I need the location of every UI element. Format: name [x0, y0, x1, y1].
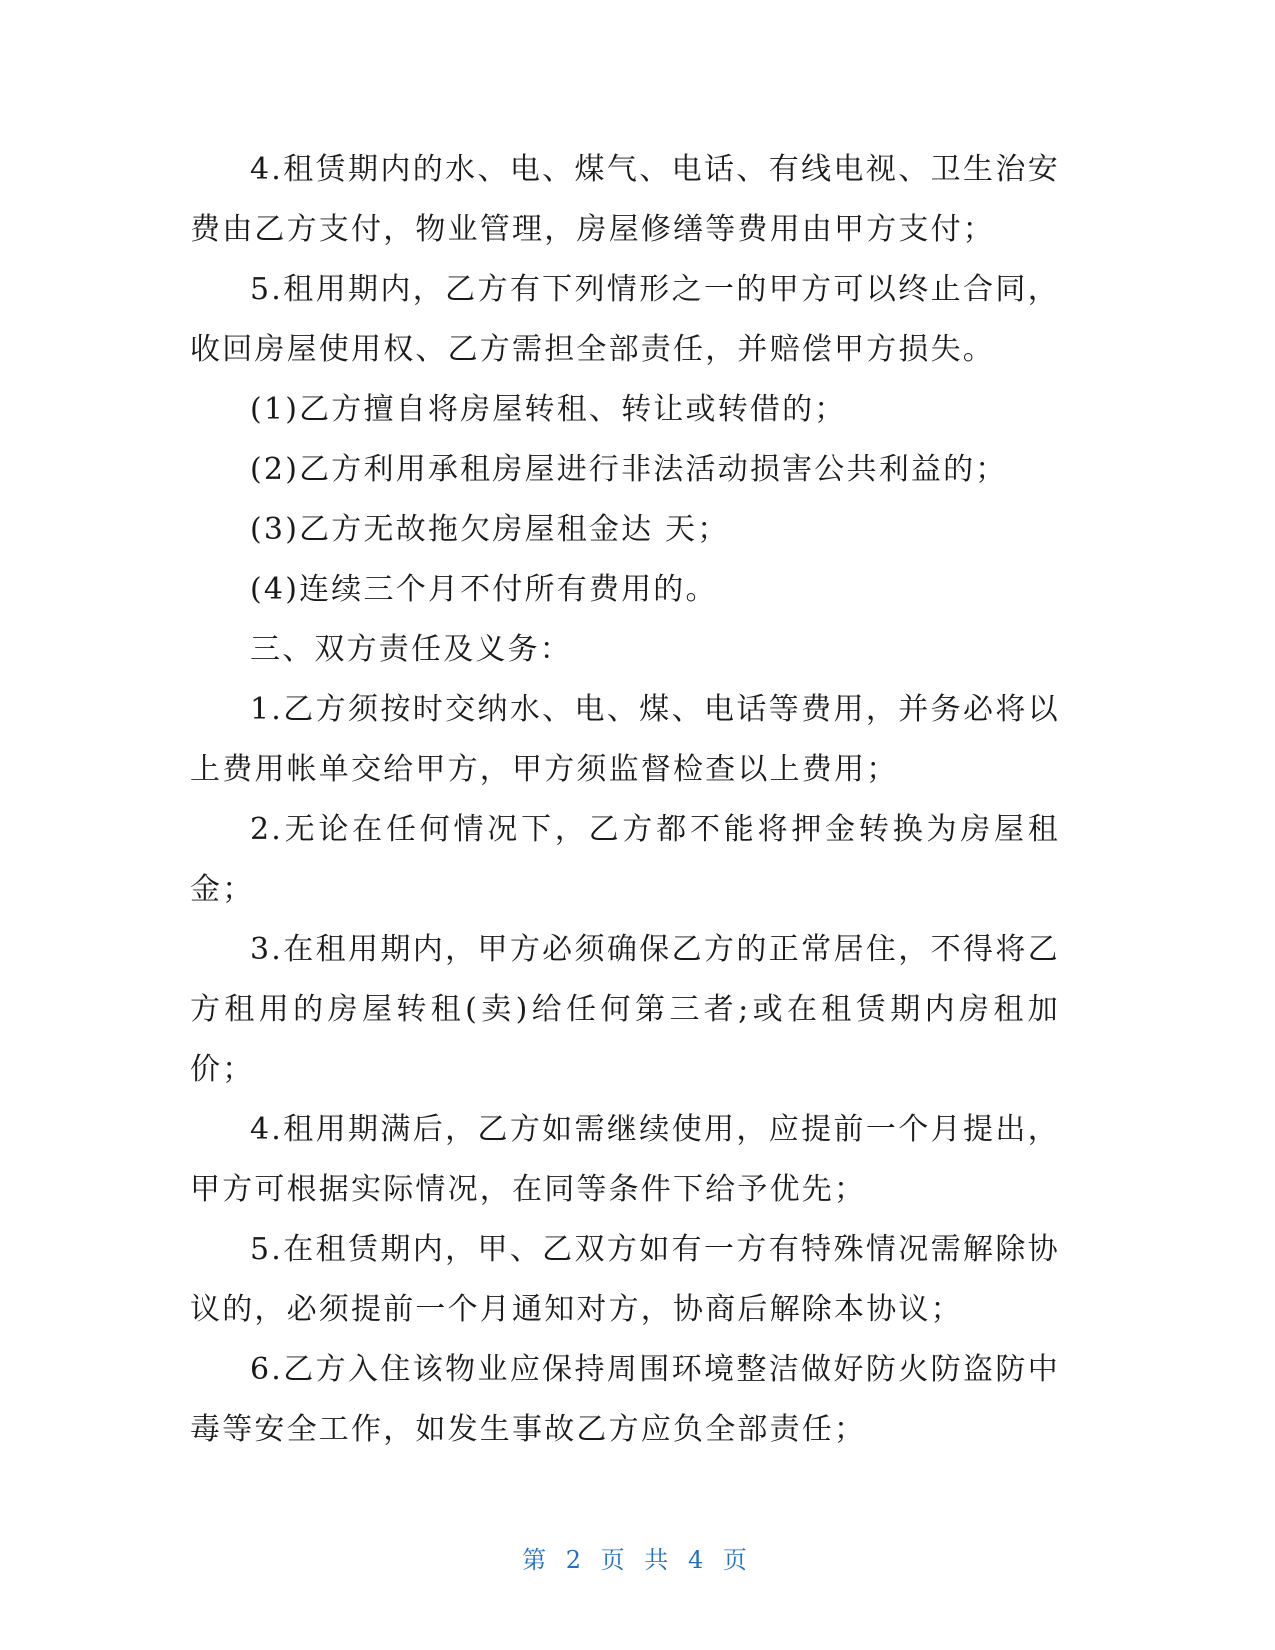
paragraph-sublet-clause: (1)乙方擅自将房屋转租、转让或转借的； [250, 392, 847, 427]
paragraph-illegal-use-clause: (2)乙方利用承租房屋进行非法活动损害公共利益的； [250, 452, 1008, 487]
paragraph-termination-conditions: 5.租用期内，乙方有下列情形之一的甲方可以终止合同，收回房屋使用权、乙方需担全部责任，并赔偿甲方损失。 [190, 272, 1060, 367]
paragraph-renewal-priority: 4.租用期满后，乙方如需继续使用，应提前一个月提出，甲方可根据实际情况，在同等条件下给予优先； [190, 1112, 1060, 1207]
document-body [190, 140, 1060, 1460]
page-number-footer: 第 2 页 共 4 页 [522, 1546, 753, 1574]
paragraph-nonpayment-clause: (4)连续三个月不付所有费用的。 [250, 572, 718, 607]
paragraph-rent-arrears-clause: (3)乙方无故拖欠房屋租金达 天； [250, 512, 730, 547]
paragraph-bill-payment: 1.乙方须按时交纳水、电、煤、电话等费用，并务必将以上费用帐单交给甲方，甲方须监督检查以上费用； [190, 692, 1060, 787]
paragraph-residence-guarantee: 3.在租用期内，甲方必须确保乙方的正常居住，不得将乙方租用的房屋转租(卖)给任何第三者;或在租赁期内房租加价； [190, 932, 1060, 1087]
paragraph-safety-responsibility: 6.乙方入住该物业应保持周围环境整洁做好防火防盗防中毒等安全工作，如发生事故乙方应负全部责任； [190, 1352, 1060, 1447]
section-heading-responsibilities: 三、双方责任及义务： [250, 632, 572, 667]
paragraph-deposit-rule: 2.无论在任何情况下，乙方都不能将押金转换为房屋租金； [190, 812, 1060, 907]
paragraph-early-termination: 5.在租赁期内，甲、乙双方如有一方有特殊情况需解除协议的，必须提前一个月通知对方，协商后解除本协议； [190, 1232, 1060, 1327]
paragraph-utilities-fees: 4.租赁期内的水、电、煤气、电话、有线电视、卫生治安费由乙方支付，物业管理，房屋修缮等费用由甲方支付； [190, 152, 1060, 247]
